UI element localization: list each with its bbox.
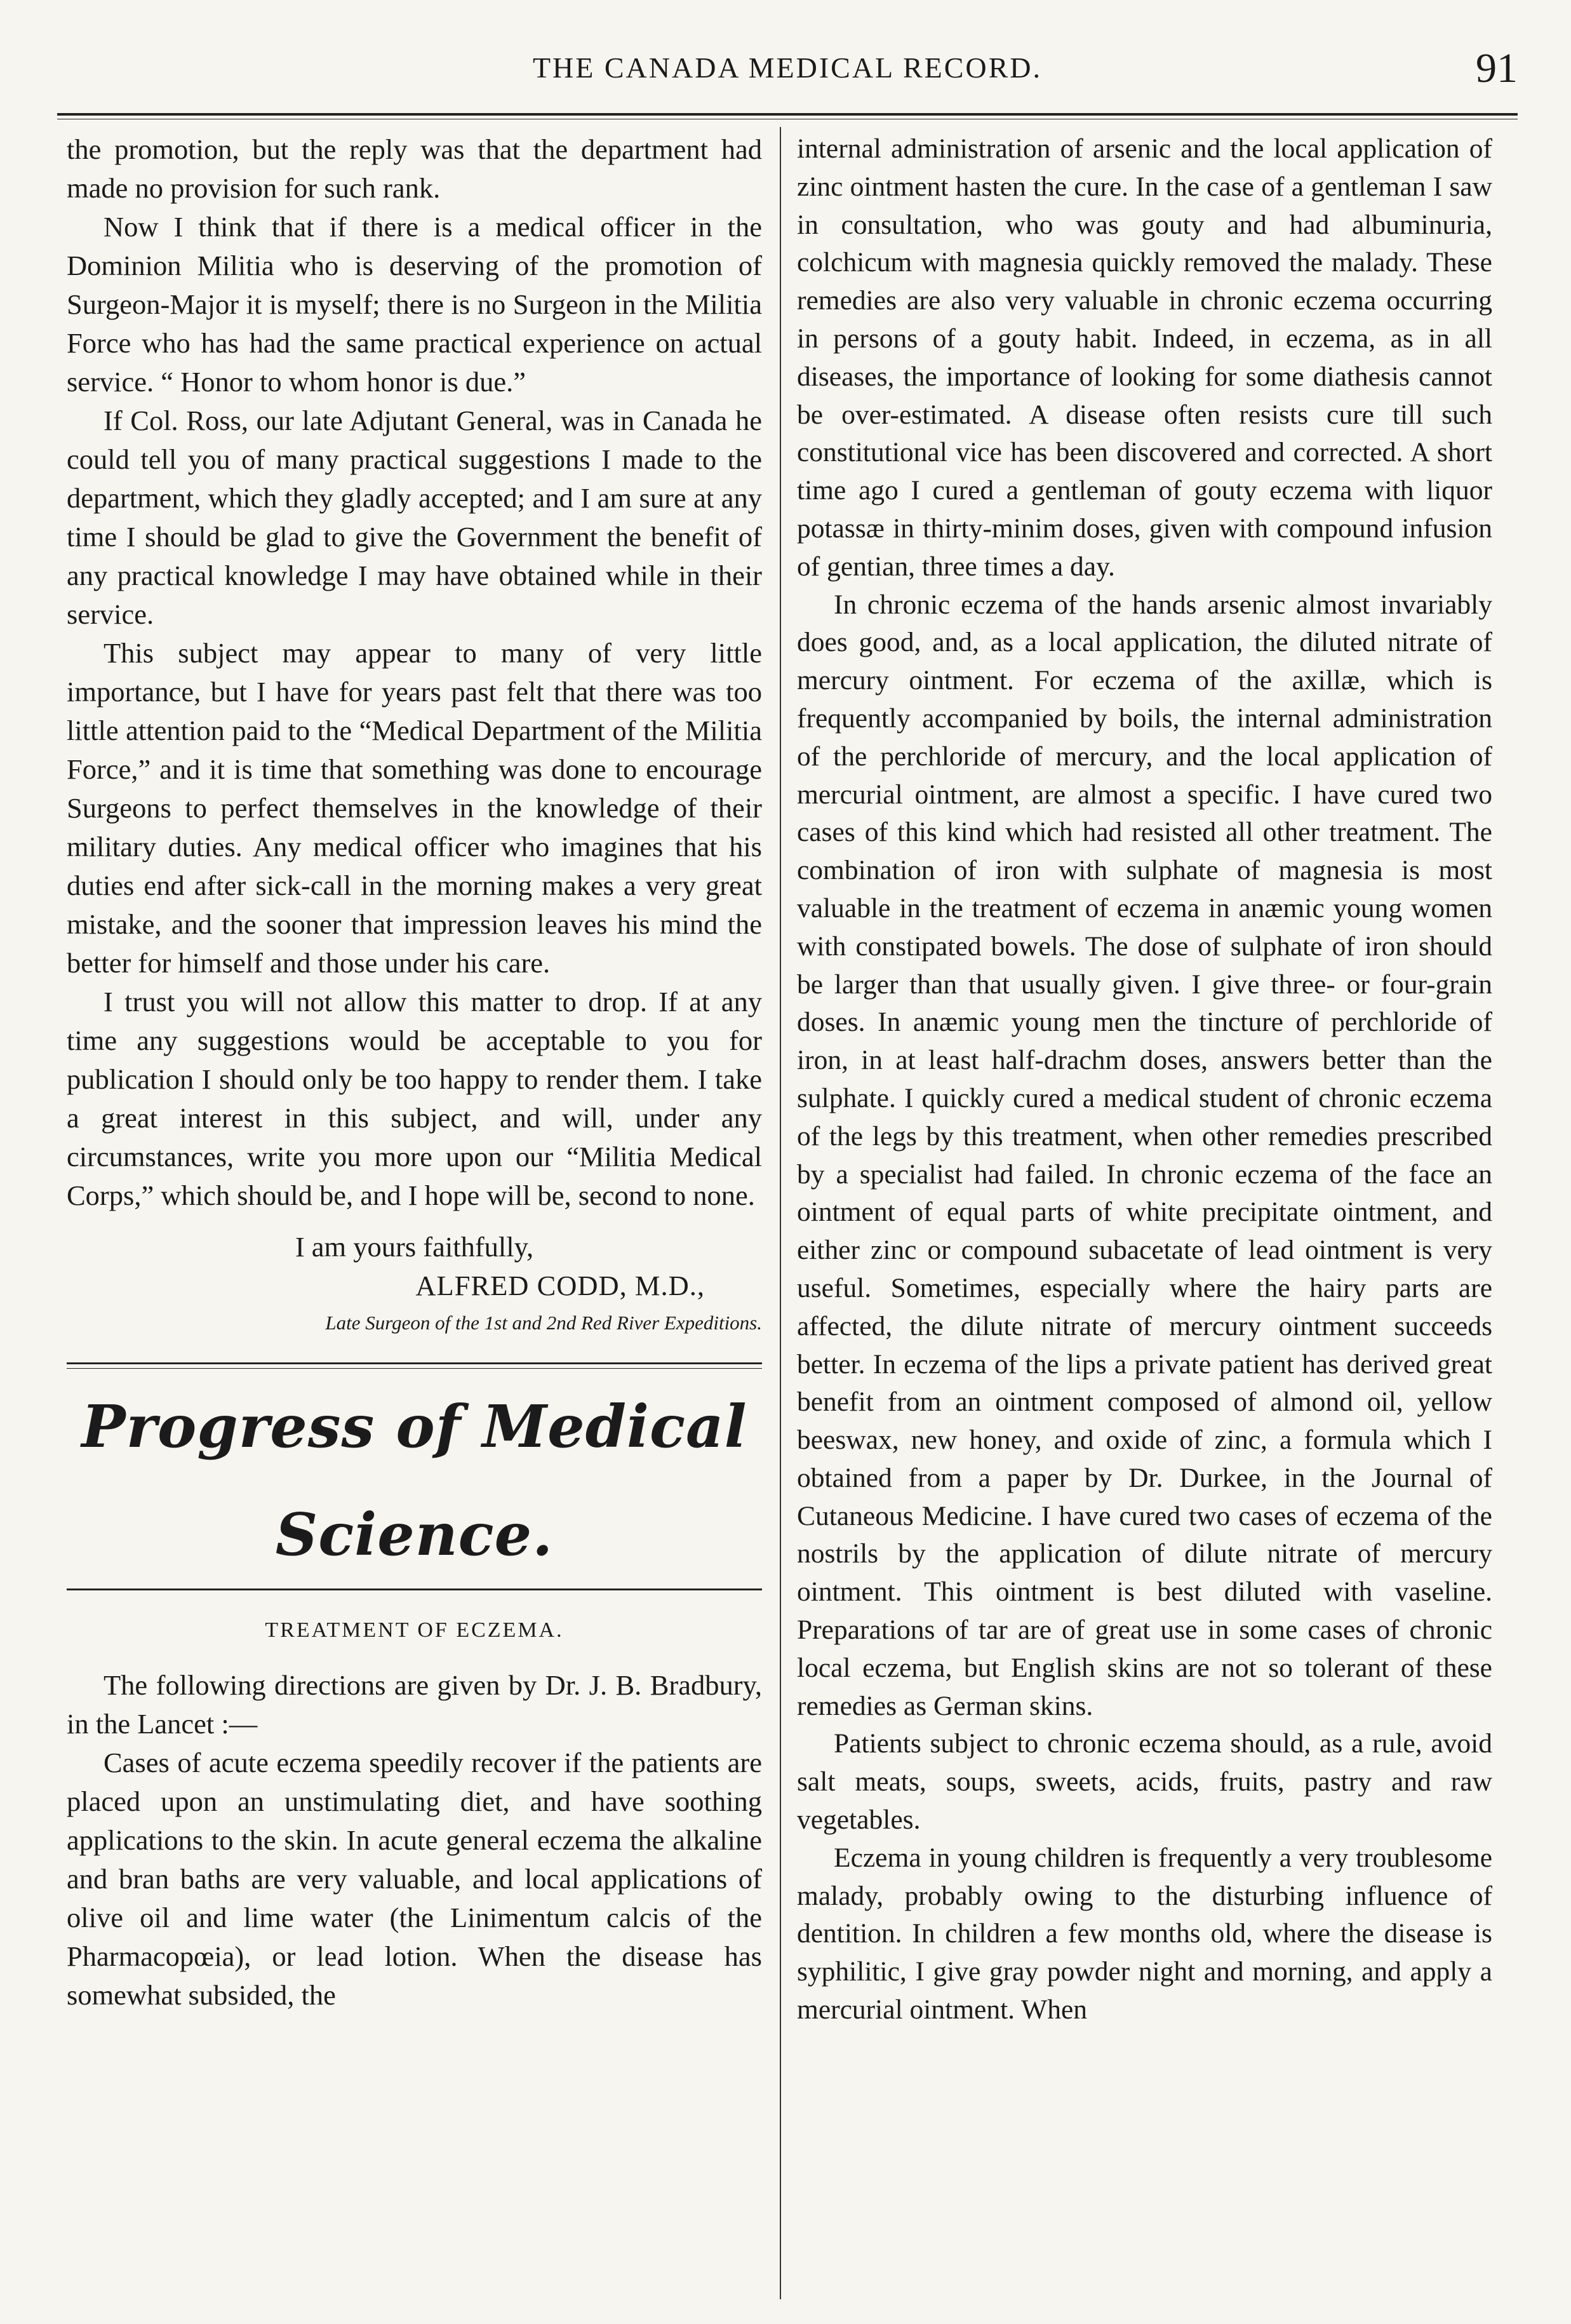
section-rule-bottom bbox=[67, 1589, 762, 1590]
running-title: THE CANADA MEDICAL RECORD. bbox=[532, 51, 1043, 84]
article-paragraph: internal administration of arsenic and the local application of zinc ointment hasten the cure. In the case of a gentleman I saw in consultation, who was gouty and had albuminuria, colchicum with magnesia quickly removed the malady. These remedies are also very valuable in chronic eczema occurring in persons of a gouty habit. Indeed, in eczema, as in all diseases, the importance of looking for some diathesis cannot be over-estimated. A disease often resists cure till such constitutional vice has been discovered and corrected. A short time ago I cured a gentleman of gouty eczema with liquor potassæ in thirty-minim doses, given with compound infusion of gentian, three times a day. bbox=[797, 133, 1492, 582]
article-paragraph: In chronic eczema of the hands arsenic almost invariably does good, and, as a local application, the diluted nitrate of mercury ointment. For eczema of the axillæ, which is frequently accompanied by boils, the internal administration of the perchloride of mercury, and the local application of mercurial ointment, are almost a specific. I have cured two cases of this kind which had resisted all other treatment. The combination of iron with sulphate of magnesia is most valuable in the treatment of eczema in anæmic young women with constipated bowels. The dose of sulphate of iron should be larger than that usually given. I give three- or four-grain doses. In anæmic young men the tincture of perchloride of iron, in at least half-drachm doses, answers better than the sulphate. I quickly cured a medical student of chronic eczema of the legs by this treatment, when other remedies prescribed by a specialist had failed. In chronic eczema of the face an ointment of equal parts of white precipitate ointment, and either zinc or compound subacetate of lead ointment is very useful. Sometimes, especially where the hairy parts are affected, the dilute nitrate of mercury ointment succeeds better. In eczema of the lips a private patient has derived great benefit from an ointment composed of almond oil, yellow beeswax, new honey, and oxide of zinc, a formula which I obtained from a paper by Dr. Durkee, in the Journal of Cutaneous Medicine. I have cured two cases of eczema of the nostrils by the application of dilute nitrate of mercury ointment. This ointment is best diluted with vaseline. Preparations of tar are of great use in some cases of chronic local eczema, but English skins are not so tolerant of these remedies as German skins. bbox=[797, 589, 1492, 1721]
signature-credit: Late Surgeon of the 1st and 2nd Red River Expeditions. bbox=[325, 1312, 762, 1334]
article-intro: The following directions are given by Dr. J. B. Bradbury, in the Lancet :— bbox=[67, 1669, 762, 1740]
letter-closing: I am yours faithfully, bbox=[295, 1231, 534, 1263]
section-rule-top bbox=[67, 1362, 762, 1369]
letter-paragraph: This subject may appear to many of very little importance, but I have for years past felt that there was too little attention paid to the “Medical Department of the Militia Force,” and it is time that something was done to encourage Surgeons to perfect themselves in the knowledge of their military duties. Any medical officer who imagines that his duties end after sick-call in the morning makes a very great mistake, and the sooner that impression leaves his mind the better for himself and those under his care. bbox=[67, 637, 762, 979]
header-rule bbox=[57, 113, 1518, 119]
letter-paragraph: If Col. Ross, our late Adjutant General, was in Canada he could tell you of many practical suggestions I made to the department, which they gladly accepted; and I am sure at any time I should be glad to give the Government the benefit of any practical knowledge I may have obtained while in their service. bbox=[67, 405, 762, 630]
letter-paragraph: I trust you will not allow this matter to drop. If at any time any suggestions would be acceptable to you for publication I should only be too happy to render them. I take a great interest in this subject, and will, under any circumstances, write you more upon our “Militia Medical Corps,” which should be, and I hope will be, second to none. bbox=[67, 986, 762, 1211]
section-heading: Progress of Medical Science. bbox=[81, 1392, 747, 1569]
article-title: TREATMENT OF ECZEMA. bbox=[265, 1618, 564, 1642]
letter-paragraph: the promotion, but the reply was that the department had made no provision for such rank. bbox=[67, 133, 762, 204]
article-paragraph: Patients subject to chronic eczema should, as a rule, avoid salt meats, soups, sweets, acids, fruits, pastry and raw vegetables. bbox=[797, 1728, 1492, 1836]
column-divider bbox=[780, 127, 781, 2299]
article-paragraph: Eczema in young children is frequently a very troublesome malady, probably owing to the disturbing influence of dentition. In children a few months old, where the disease is syphilitic, I give gray powder night and morning, and apply a mercurial ointment. When bbox=[797, 1842, 1492, 2025]
left-column bbox=[67, 130, 762, 2296]
page-number: 91 bbox=[1476, 45, 1518, 91]
letter-paragraph: Now I think that if there is a medical officer in the Dominion Militia who is deserving of the promotion of Surgeon-Major it is myself; there is no Surgeon in the Militia Force who has had the same practical experience on actual service. “ Honor to whom honor is due.” bbox=[67, 211, 762, 398]
right-column bbox=[797, 130, 1492, 2296]
article-paragraph: Cases of acute eczema speedily recover if the patients are placed upon an unstimulating diet, and have soothing applications to the skin. In acute general eczema the alkaline and bran baths are very valuable, and local applications of olive oil and lime water (the Linimentum calcis of the Pharmacopœia), or lead lotion. When the disease has somewhat subsided, the bbox=[67, 1747, 762, 2011]
page-header bbox=[57, 44, 1518, 102]
signature: ALFRED CODD, M.D., bbox=[415, 1270, 705, 1301]
